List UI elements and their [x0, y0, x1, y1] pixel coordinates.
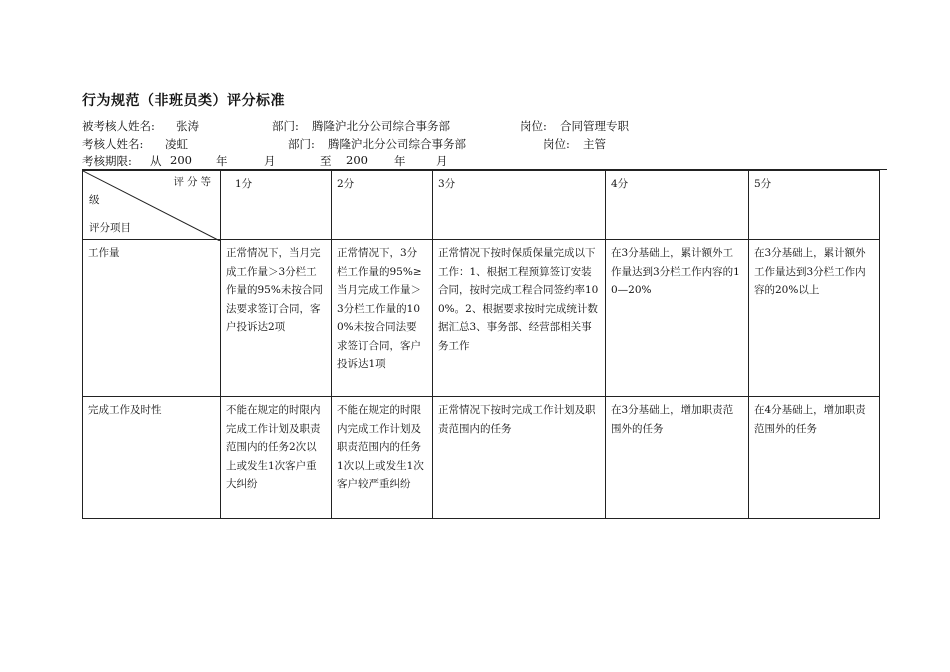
- examiner-post-label: 岗位:: [543, 137, 570, 151]
- period-month-start-unit: 月: [264, 154, 276, 168]
- criteria-cell: 正常情况下按时保质保量完成以下工作：1、根据工程预算签订安装合同，按时完成工程合同签约率100%。2、根据要求按时完成统计数据汇总3、事务部、经营部相关事务工作: [433, 240, 606, 397]
- document-title: 行为规范（非班员类）评分标准: [82, 93, 285, 109]
- criteria-cell: 在3分基础上，累计额外工作量达到3分栏工作内容的10—20%: [606, 240, 749, 397]
- item-name: 完成工作及时性: [83, 397, 221, 519]
- examinee-post-value: 合同管理专职: [560, 119, 629, 133]
- criteria-cell: 正常情况下，3分栏工作量的95%≥当月完成工作量＞3分栏工作量的100%未按合同法要求签订合同，客户投诉达1项: [332, 240, 433, 397]
- period-from: 从: [150, 154, 162, 168]
- period-month-end-unit: 月: [436, 154, 448, 168]
- criteria-cell: 在3分基础上，累计额外工作量达到3分栏工作内容的20%以上: [749, 240, 880, 397]
- period-year-start-unit: 年: [216, 154, 228, 168]
- criteria-cell: 在4分基础上，增加职责范围外的任务: [749, 397, 880, 519]
- table-row: [83, 240, 880, 397]
- examinee-name-label: 被考核人姓名:: [82, 119, 155, 133]
- criteria-cell: 在3分基础上，增加职责范围外的任务: [606, 397, 749, 519]
- criteria-cell: 不能在规定的时限内完成工作计划及职责范围内的任务2次以上或发生1次客户重大纠纷: [221, 397, 332, 519]
- period-year-start: 200: [170, 153, 192, 167]
- period-to: 至: [320, 154, 332, 168]
- corner-item-label: 评分项目: [89, 221, 131, 234]
- corner-cell: [83, 171, 221, 240]
- examinee-name-value: 张涛: [176, 119, 199, 133]
- criteria-cell: 不能在规定的时限内完成工作计划及职责范围内的任务1次以上或发生1次客户较严重纠纷: [332, 397, 433, 519]
- examinee-post-label: 岗位:: [520, 119, 547, 133]
- period-year-end-unit: 年: [394, 154, 406, 168]
- grade-header-5: 5分: [749, 171, 880, 240]
- examiner-name-label: 考核人姓名:: [82, 137, 144, 151]
- header-row: [83, 171, 880, 240]
- grade-header-4: 4分: [606, 171, 749, 240]
- examinee-dept-value: 腾隆沪北分公司综合事务部: [312, 119, 450, 133]
- grade-header-1: 1分: [221, 171, 332, 240]
- criteria-cell: 正常情况下，当月完成工作量＞3分栏工作量的95%未按合同法要求签订合同，客户投诉达2项: [221, 240, 332, 397]
- examiner-dept-label: 部门:: [288, 137, 315, 151]
- corner-grade-label-2: 级: [89, 194, 100, 206]
- examinee-dept-label: 部门:: [272, 119, 299, 133]
- scoring-table: [82, 170, 880, 519]
- table-row: [83, 397, 880, 519]
- criteria-cell: 正常情况下按时完成工作计划及职责范围内的任务: [433, 397, 606, 519]
- examiner-dept-value: 腾隆沪北分公司综合事务部: [328, 137, 466, 151]
- period-label: 考核期限:: [82, 154, 132, 168]
- grade-header-3: 3分: [433, 171, 606, 240]
- corner-grade-label: 评分等: [173, 176, 214, 188]
- grade-header-2: 2分: [332, 171, 433, 240]
- examiner-name-value: 凌虹: [165, 137, 188, 151]
- item-name: 工作量: [83, 240, 221, 397]
- period-year-end: 200: [346, 153, 368, 167]
- examiner-post-value: 主管: [583, 137, 606, 151]
